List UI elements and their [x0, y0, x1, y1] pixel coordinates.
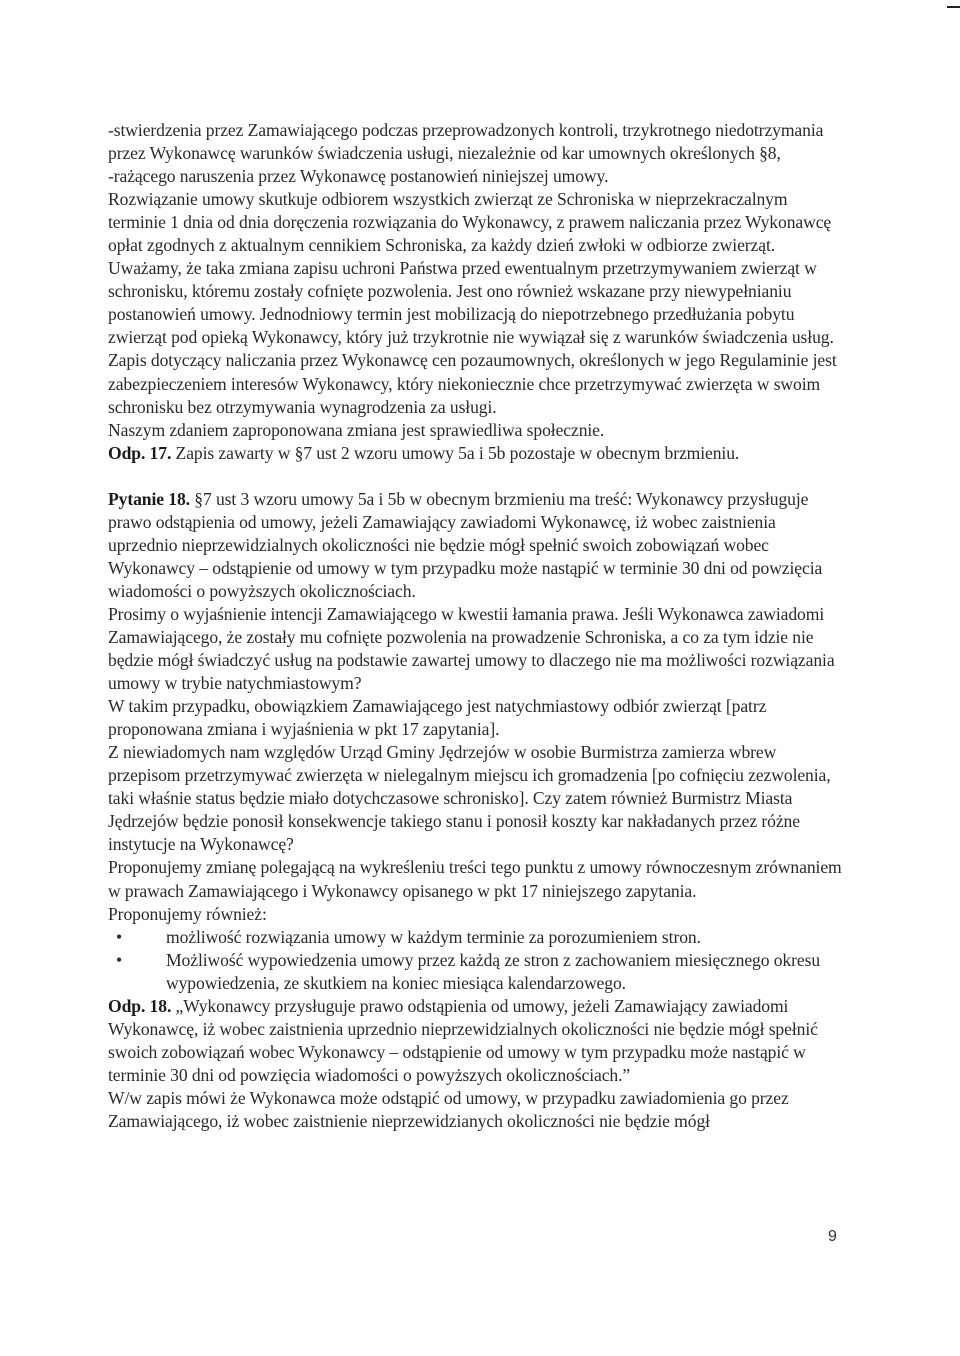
answer-18: [108, 995, 846, 1087]
bullet-marker: •: [116, 949, 123, 970]
paragraph: Prosimy o wyjaśnienie intencji Zamawiającego w kwestii łamania prawa. Jeśli Wykonawca zawiadomi Zamawiającego, że zostały mu cofnięte pozwolenia na prowadzenie Schroniska, a co za tym idzie nie będzie mógł świadczyć usług na podstawie zawartej umowy to dlaczego nie ma możliwości rozwiązania umowy w trybie natychmiastowym?: [108, 603, 835, 694]
paragraph: Proponujemy również:: [108, 903, 267, 924]
paragraph: Uważamy, że taka zmiana zapisu uchroni Państwa przed ewentualnym przetrzymywaniem zwierząt w schronisku, któremu zostały cofnięte pozwolenia. Jest ono również wskazane przy niewypełnianiu postanowień umowy. Jednodniowy termin jest mobilizacją do niepotrzebnego przedłużania pobytu zwierząt pod opieką Wykonawcy, który już trzykrotnie nie wywiązał się z warunków świadczenia usług.: [108, 258, 834, 348]
bullet-text: możliwość rozwiązania umowy w każdym terminie za porozumieniem stron.: [166, 926, 701, 947]
spacer: [108, 465, 846, 488]
answer-17: [108, 442, 846, 465]
answer-17-text: Zapis zawarty w §7 ust 2 wzoru umowy 5a i 5b pozostaje w obecnym brzmieniu.: [171, 442, 740, 463]
bullet-item: [108, 926, 846, 949]
paragraph: W/w zapis mówi że Wykonawca może odstąpić od umowy, w przypadku zawiadomienia go przez Zamawiającego, iż wobec zaistnienie nieprzewidzianych okoliczności nie będzie mógł: [108, 1087, 789, 1131]
paragraph: -rażącego naruszenia przez Wykonawcę postanowień niniejszej umowy.: [108, 166, 609, 187]
bullet-item: [108, 949, 846, 995]
question-18-text: §7 ust 3 wzoru umowy 5a i 5b w obecnym brzmieniu ma treść: Wykonawcy przysługuje prawo odstąpienia od umowy, jeżeli Zamawiający zawiadomi Wykonawcę, iż wobec zaistnienia uprzednio nieprzewidzialnych okoliczności nie będzie mógł spełnić swoich zobowiązań wobec Wykonawcy – odstąpienie od umowy w tym przypadku może nastąpić w terminie 30 dni od powzięcia wiadomości o powyższych okolicznościach.: [108, 488, 823, 601]
paragraph: Naszym zdaniem zaproponowana zmiana jest sprawiedliwa społecznie.: [108, 419, 605, 440]
answer-18-text: „Wykonawcy przysługuje prawo odstąpienia od umowy, jeżeli Zamawiający zawiadomi Wykonawcę, iż wobec zaistnienia uprzednio nieprzewidzialnych okoliczności nie będzie mógł spełnić swoich zobowiązań wobec Wykonawcy – odstąpienie od umowy w tym przypadku może nastąpić w terminie 30 dni od powzięcia wiadomości o powyższych okolicznościach.”: [108, 995, 818, 1085]
body-text: [108, 119, 846, 1133]
scan-mark: [947, 6, 960, 8]
paragraph: -stwierdzenia przez Zamawiającego podczas przeprowadzonych kontroli, trzykrotnego niedotrzymania przez Wykonawcę warunków świadczenia usługi, niezależnie od kar umownych określonych §8,: [108, 120, 824, 164]
page-number: 9: [828, 1228, 837, 1245]
paragraph: Rozwiązanie umowy skutkuje odbiorem wszystkich zwierząt ze Schroniska w nieprzekraczalnym terminie 1 dnia od dnia doręczenia rozwiązania do Wykonawcy, z prawem naliczania przez Wykonawcę opłat zgodnych z aktualnym cennikiem Schroniska, za każdy dzień zwłoki w odbiorze zwierząt.: [108, 189, 832, 256]
bullet-text: Możliwość wypowiedzenia umowy przez każdą ze stron z zachowaniem miesięcznego okresu wypowiedzenia, ze skutkiem na koniec miesiąca kalendarzowego.: [166, 949, 821, 993]
paragraph: Proponujemy zmianę polegającą na wykreśleniu treści tego punktu z umowy równoczesnym zrównaniem w prawach Zamawiającego i Wykonawcy opisanego w pkt 17 niniejszego zapytania.: [108, 857, 842, 901]
question-18: [108, 488, 846, 603]
answer-18-label: Odp. 18.: [108, 995, 172, 1016]
bullet-marker: •: [116, 926, 123, 947]
paragraph: Zapis dotyczący naliczania przez Wykonawcę cen pozaumownych, określonych w jego Regulaminie jest zabezpieczeniem interesów Wykonawcy, który niekoniecznie chce przetrzymywać zwierzęta w swoim schronisku bez otrzymywania wynagrodzenia za usługi.: [108, 350, 837, 417]
answer-17-label: Odp. 17.: [108, 442, 172, 463]
question-18-label: Pytanie 18.: [108, 488, 190, 509]
paragraph: Z niewiadomych nam względów Urząd Gminy Jędrzejów w osobie Burmistrza zamierza wbrew przepisom przetrzymywać zwierzęta w nielegalnym miejscu ich gromadzenia [po cofnięciu zezwolenia, taki właśnie status będzie miało dotychczasowe schronisko]. Czy zatem również Burmistrz Miasta Jędrzejów będzie ponosił konsekwencje takiego stanu i ponosił koszty kar nakładanych przez różne instytucje na Wykonawcę?: [108, 742, 831, 855]
paragraph: W takim przypadku, obowiązkiem Zamawiającego jest natychmiastowy odbiór zwierząt [patrz proponowana zmiana i wyjaśnienia w pkt 17 zapytania].: [108, 696, 767, 740]
